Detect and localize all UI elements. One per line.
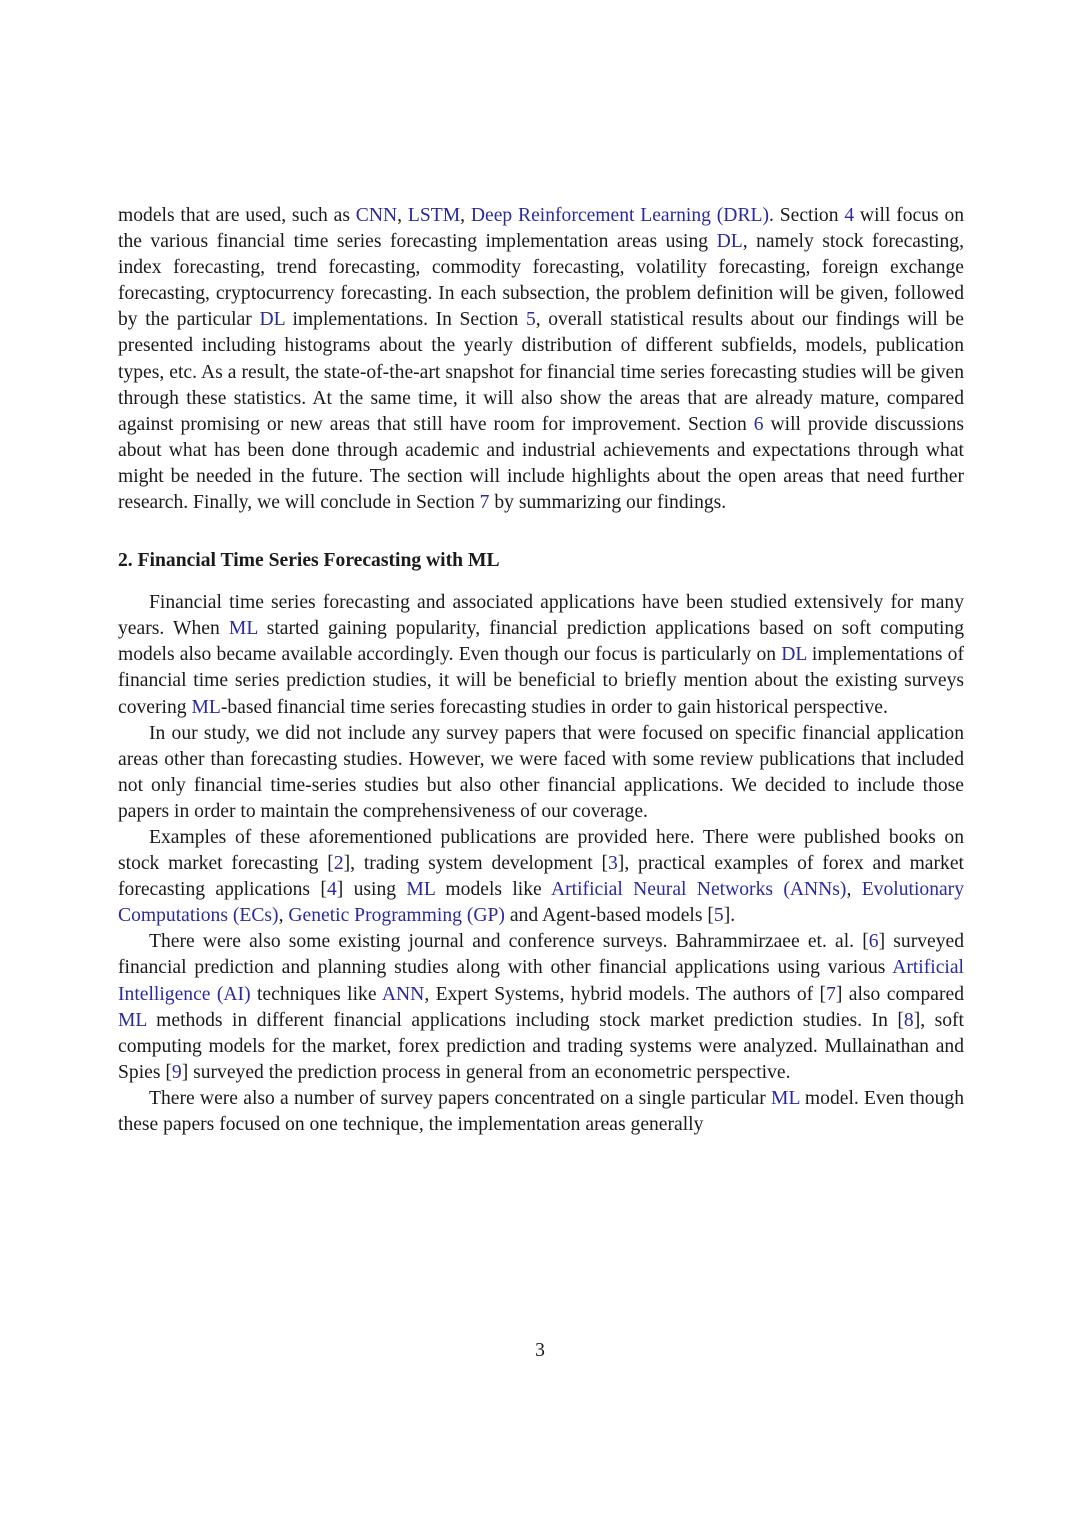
cross-reference-link[interactable]: CNN: [355, 205, 398, 226]
section-heading: 2. Financial Time Series Forecasting with ML: [118, 550, 500, 572]
page-number: 3: [535, 1340, 545, 1361]
cross-reference-link[interactable]: Deep Reinforcement Learning (DRL): [470, 205, 770, 226]
paragraph: Financial time series forecasting and associated applications have been studied extensively for many years. When ML started gaining popularity, financial prediction applications based on soft computing models also became available accordingly. Even though our focus is particularly on DL implementations of financial time series prediction studies, it will be beneficial to briefly mention about the existing surveys covering ML-based financial time series forecasting studies in order to gain historical perspective.: [118, 592, 964, 718]
cross-reference-link[interactable]: ML: [406, 879, 436, 901]
cross-reference-link[interactable]: ANN: [381, 983, 425, 1005]
cross-reference-link[interactable]: 7: [479, 492, 490, 514]
cross-reference-link[interactable]: 8: [903, 1009, 914, 1031]
cross-reference-link[interactable]: ML: [118, 1009, 147, 1031]
cross-reference-link[interactable]: ML: [771, 1087, 800, 1109]
cross-reference-link[interactable]: 7: [826, 983, 836, 1005]
page-body: [118, 203, 964, 1138]
cross-reference-link[interactable]: ML: [191, 696, 221, 718]
cross-reference-link[interactable]: DL: [716, 231, 743, 253]
cross-reference-link[interactable]: 5: [525, 309, 536, 331]
cross-reference-link[interactable]: 6: [753, 413, 764, 435]
intro-paragraph: models that are used, such as CNN, LSTM, Deep Reinforcement Learning (DRL). Section 4 will focus on the various financial time series forecasting implementation areas using DL, namely stock forecasting, index forecasting, trend forecasting, commodity forecasting, volatility forecasting, foreign exchange forecasting, cryptocurrency forecasting. In each subsection, the problem definition will be given, followed by the particular DL implementations. In Section 5, overall statistical results about our findings will be presented including histograms about the yearly distribution of different subfields, models, publication types, etc. As a result, the state-of-the-art snapshot for financial time series forecasting studies will be given through these statistics. At the same time, it will also show the areas that are already mature, compared against promising or new areas that still have room for improvement. Section 6 will provide discussions about what has been done through academic and industrial achievements and expectations through what might be needed in the future. The section will include highlights about the open areas that need further research. Finally, we will conclude in Section 7 by summarizing our findings.: [118, 205, 965, 514]
paragraph: In our study, we did not include any survey papers that were focused on specific financial application areas other than forecasting studies. However, we were faced with some review publications that included not only financial time-series studies but also other financial applications. We decided to include those papers in order to maintain the comprehensiveness of our coverage.: [118, 722, 964, 822]
cross-reference-link[interactable]: ML: [228, 618, 258, 640]
paragraph: There were also a number of survey papers concentrated on a single particular ML model. Even though these papers focused on one technique, the implementation areas generally: [118, 1087, 964, 1135]
paragraph: There were also some existing journal and conference surveys. Bahrammirzaee et. al. [6] surveyed financial prediction and planning studies along with other financial applications using various Artificial Intelligence (AI) techniques like ANN, Expert Systems, hybrid models. The authors of [7] also compared ML methods in different financial applications including stock market prediction studies. In [8], soft computing models for the market, forex prediction and trading systems were analyzed. Mullainathan and Spies [9] surveyed the prediction process in general from an econometric perspective.: [118, 931, 964, 1083]
cross-reference-link[interactable]: Artificial Intelligence (AI): [118, 957, 964, 1005]
cross-reference-link[interactable]: DL: [781, 644, 807, 666]
cross-reference-link[interactable]: 5: [713, 905, 724, 927]
paragraph: Examples of these aforementioned publications are provided here. There were published books on stock market forecasting [2], trading system development [3], practical examples of forex and market forecasting applications [4] using ML models like Artificial Neural Networks (ANNs), Evolutionary Computations (ECs), Genetic Programming (GP) and Agent-based models [5].: [118, 826, 965, 927]
cross-reference-link[interactable]: 3: [608, 853, 618, 875]
cross-reference-link[interactable]: Artificial Neural Networks (ANNs): [551, 879, 847, 901]
cross-reference-link[interactable]: DL: [259, 309, 285, 331]
cross-reference-link[interactable]: Evolutionary Computations (ECs): [118, 879, 965, 927]
cross-reference-link[interactable]: Genetic Programming (GP): [288, 905, 505, 927]
cross-reference-link[interactable]: LSTM: [407, 205, 461, 226]
cross-reference-link[interactable]: 6: [868, 931, 879, 953]
cross-reference-link[interactable]: 9: [171, 1061, 182, 1083]
cross-reference-link[interactable]: 2: [333, 853, 344, 875]
cross-reference-link[interactable]: 4: [844, 205, 855, 226]
cross-reference-link[interactable]: 4: [326, 879, 337, 901]
